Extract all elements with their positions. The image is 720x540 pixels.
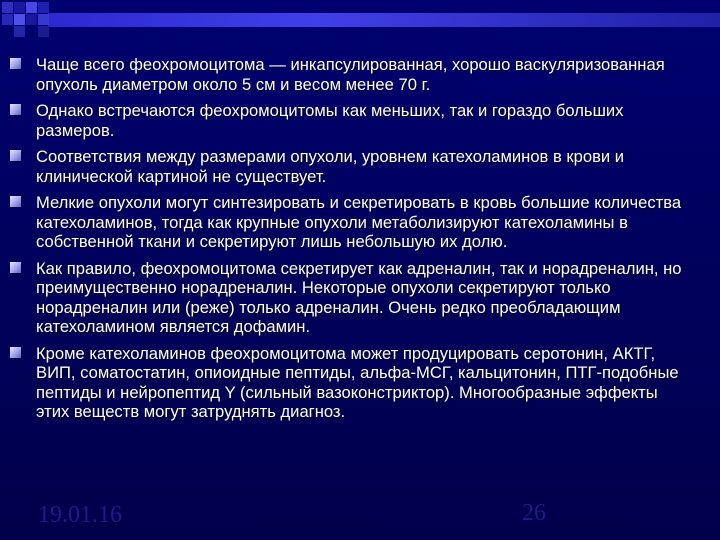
decor-square <box>14 2 25 13</box>
bullet-item <box>10 147 690 186</box>
decorative-header-band <box>0 0 720 40</box>
bullet-square-icon <box>10 150 21 161</box>
decor-square <box>2 2 13 13</box>
bullet-item <box>10 344 690 422</box>
decor-square <box>14 26 25 37</box>
bullet-text: Кроме катехоламинов феохромоцитома может продуцировать серотонин, АКТГ, ВИП, соматостатин, опиоидные пептиды, альфа-МСГ, кальцитонин, ПТГ-подобные пептиды и нейропептид Y (сильный вазоконстриктор). Многообразные эффекты этих веществ могут затруднять диагноз. <box>36 343 679 421</box>
header-stripe <box>48 13 720 27</box>
bullet-text: Соответствия между размерами опухоли, уровнем катехоламинов в крови и клинической картиной не существует. <box>36 147 625 186</box>
decor-square <box>14 14 25 25</box>
bullet-square-icon <box>10 104 21 115</box>
bullet-text: Чаще всего феохромоцитома — инкапсулированная, хорошо васкуляризованная опухоль диаметром около 5 см и весом менее 70 г. <box>36 55 665 94</box>
bullet-text: Как правило, феохромоцитома секретирует как адреналин, так и норадреналин, но преимущественно норадреналин. Некоторые опухоли секретируют только норадреналин или (реже) только адреналин. Очень редко преобладающим катехоламином является дофамин. <box>36 258 682 336</box>
bullet-text: Мелкие опухоли могут синтезировать и секретировать в кровь большие количества катехоламинов, тогда как крупные опухоли метаболизируют катехоламины в собственной ткани и секретируют лишь небольшую их долю. <box>36 193 682 251</box>
bullet-list <box>10 55 690 429</box>
decor-square <box>26 14 37 25</box>
bullet-square-icon <box>10 262 21 273</box>
slide-number: 26 <box>522 500 546 526</box>
bullet-square-icon <box>10 58 21 69</box>
decor-square <box>38 26 49 37</box>
decor-square <box>38 2 49 13</box>
decor-square <box>38 14 49 25</box>
bullet-item <box>10 259 690 337</box>
bullet-item <box>10 101 690 140</box>
decor-square <box>26 2 37 13</box>
bullet-item <box>10 55 690 94</box>
bullet-text: Однако встречаются феохромоцитомы как меньших, так и гораздо больших размеров. <box>36 101 624 140</box>
decor-square <box>2 14 13 25</box>
bullet-item <box>10 193 690 252</box>
bullet-square-icon <box>10 196 21 207</box>
bullet-square-icon <box>10 347 21 358</box>
footer-date: 19.01.16 <box>38 502 122 528</box>
